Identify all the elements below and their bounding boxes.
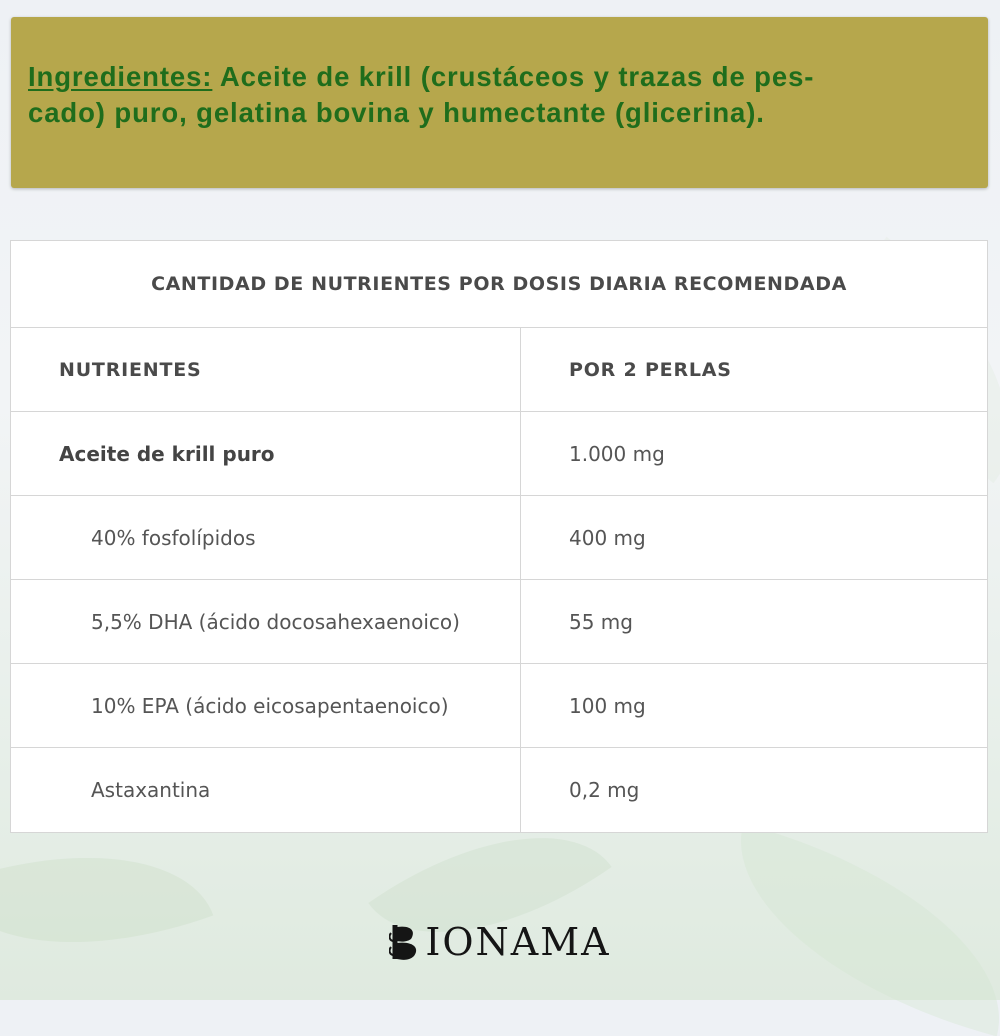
ingredients-label: Ingredientes: bbox=[28, 61, 213, 92]
header-per-dose: POR 2 PERLAS bbox=[569, 358, 732, 381]
ingredients-line-1: Aceite de krill (crustáceos y trazas de pes- bbox=[212, 61, 815, 92]
nutrient-value: 55 mg bbox=[569, 609, 633, 634]
table-title: CANTIDAD DE NUTRIENTES POR DOSIS DIARIA RECOMENDADA bbox=[11, 241, 987, 328]
ingredients-line-2: cado) puro, gelatina bovina y humectante (glicerina). bbox=[28, 97, 765, 128]
nutrient-value: 0,2 mg bbox=[569, 778, 640, 802]
nutrient-table bbox=[10, 240, 988, 833]
header-nutrients: NUTRIENTES bbox=[11, 328, 521, 411]
leaf-b-logo-icon bbox=[389, 921, 421, 963]
nutrient-value: 400 mg bbox=[569, 525, 646, 550]
table-row bbox=[11, 748, 987, 832]
table-row bbox=[11, 412, 987, 496]
nutrient-name: Astaxantina bbox=[11, 748, 521, 832]
brand-logo bbox=[0, 920, 1000, 964]
nutrient-value: 100 mg bbox=[569, 693, 646, 718]
brand-name: IONAMA bbox=[425, 920, 611, 964]
ingredients-text bbox=[28, 59, 970, 131]
nutrient-name: Aceite de krill puro bbox=[11, 412, 521, 495]
table-header-row bbox=[11, 328, 987, 412]
table-row bbox=[11, 664, 987, 748]
nutrient-name: 10% EPA (ácido eicosapentaenoico) bbox=[11, 664, 521, 747]
table-row bbox=[11, 496, 987, 580]
nutrient-name: 40% fosfolípidos bbox=[11, 496, 521, 579]
nutrient-name: 5,5% DHA (ácido docosahexaenoico) bbox=[11, 580, 521, 663]
nutrient-value: 1.000 mg bbox=[569, 441, 665, 466]
table-row bbox=[11, 580, 987, 664]
ingredients-box bbox=[11, 17, 988, 188]
